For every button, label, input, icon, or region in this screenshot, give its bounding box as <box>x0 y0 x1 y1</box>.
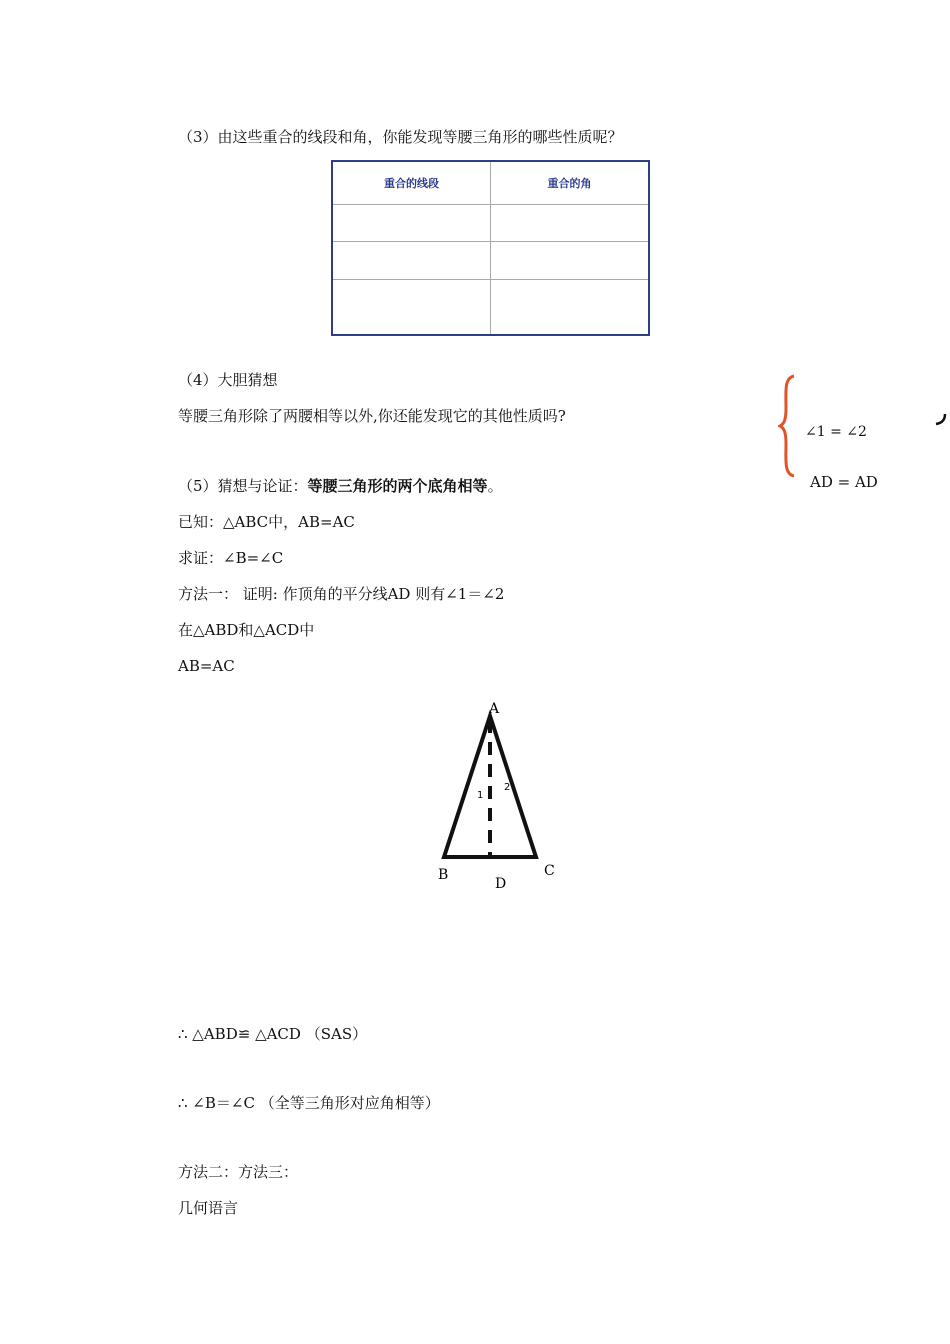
question-4-text: 等腰三角形除了两腰相等以外,你还能发现它的其他性质吗? <box>178 407 566 425</box>
question-3: （3）由这些重合的线段和角，你能发现等腰三角形的哪些性质呢？ <box>178 128 623 146</box>
table-header-row <box>332 161 649 205</box>
triangle-figure <box>420 698 580 898</box>
brace-icon <box>778 374 808 478</box>
question-5-statement: 等腰三角形的两个底角相等 <box>307 477 488 495</box>
edge-mark-icon <box>934 410 948 430</box>
question-5-prefix: （5）猜想与论证： <box>178 477 308 495</box>
brace-item-sides: AD = AD <box>810 473 878 491</box>
table-cell <box>332 242 491 279</box>
conclusion-congruent: ∴ △ABD≌ △ACD （SAS） <box>178 1025 368 1043</box>
label-c: C <box>544 863 555 879</box>
given-statement: 已知：△ABC中，AB=AC <box>178 513 355 531</box>
header-coincident-angles: 重合的角 <box>491 161 650 205</box>
table-cell <box>491 279 650 335</box>
method-one: 方法一： 证明: 作顶角的平分线AD 则有∠1＝∠2 <box>178 585 505 603</box>
prove-statement: 求证：∠B=∠C <box>178 549 284 567</box>
table-row <box>332 205 649 242</box>
ab-equals-ac: AB=AC <box>178 657 235 675</box>
brace-item-angles: ∠1 = ∠2 <box>805 424 867 440</box>
table-cell <box>491 242 650 279</box>
table-cell <box>332 205 491 242</box>
question-5-suffix: 。 <box>487 477 503 495</box>
table-cell <box>332 279 491 335</box>
question-4-title: （4）大胆猜想 <box>178 371 278 389</box>
label-angle-1: 1 <box>477 790 484 801</box>
table-row <box>332 279 649 335</box>
geometry-language: 几何语言 <box>178 1199 239 1217</box>
label-angle-2: 2 <box>504 782 511 793</box>
properties-table <box>331 160 650 336</box>
in-triangles: 在△ABD和△ACD中 <box>178 621 315 639</box>
table-row <box>332 242 649 279</box>
label-a: A <box>489 701 500 717</box>
label-d: D <box>495 876 507 892</box>
question-5 <box>178 476 503 496</box>
header-coincident-segments: 重合的线段 <box>332 161 491 205</box>
label-b: B <box>438 867 449 883</box>
table-cell <box>491 205 650 242</box>
other-methods: 方法二：方法三： <box>178 1163 299 1181</box>
conclusion-angles-equal: ∴ ∠B＝∠C （全等三角形对应角相等） <box>178 1094 440 1112</box>
